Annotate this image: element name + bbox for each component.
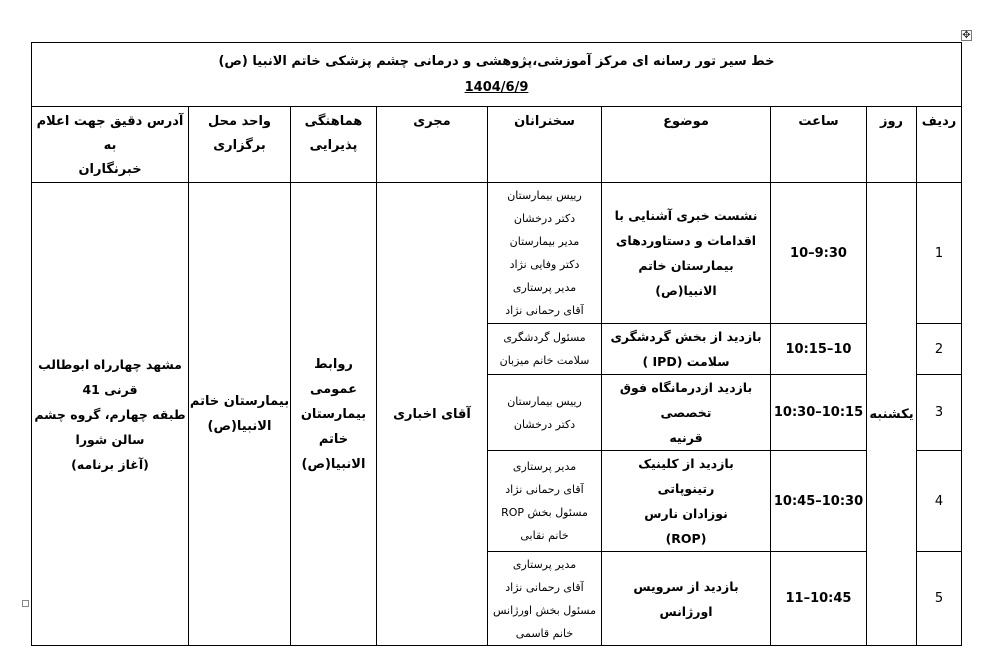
topic-line: بازدید از کلینیک رتینوپاتی <box>638 456 734 496</box>
speaker-line: مدیر پرستاری <box>512 557 577 571</box>
header-venue-line2: برگزاری <box>213 138 266 153</box>
executor-cell: آقای اخباری <box>377 183 488 646</box>
topic-cell <box>602 552 771 646</box>
speaker-line: خانم نقابی <box>520 529 569 542</box>
coordination-line: الانبیا(ص) <box>301 456 366 472</box>
topic-line: بازدید از بخش گردشگری <box>610 329 762 344</box>
speakers-cell <box>488 324 602 375</box>
topic-line: نوزادان نارس <box>644 506 728 521</box>
time-cell: 10:30–10:45 <box>771 451 867 552</box>
time-cell: 9:30–10 <box>771 183 867 324</box>
speakers-cell <box>488 183 602 324</box>
topic-line: نشست خبری آشنایی با <box>614 208 758 223</box>
header-speakers: سخنرانان <box>488 107 602 183</box>
time-cell: 10:45–11 <box>771 552 867 646</box>
topic-line: اقدامات و دستاوردهای <box>615 233 757 248</box>
venue-cell <box>189 183 291 646</box>
header-venue <box>189 107 291 183</box>
speakers-cell <box>488 451 602 552</box>
speaker-line: مسئول گردشگری <box>503 331 586 344</box>
topic-cell <box>602 375 771 451</box>
header-row-num: ردیف <box>917 107 962 183</box>
table-resize-handle-icon[interactable] <box>22 600 29 607</box>
row-number: 2 <box>917 324 962 375</box>
speakers-cell <box>488 552 602 646</box>
speaker-line: رییس بیمارستان <box>507 189 582 202</box>
speaker-line: مدیر بیمارستان <box>509 235 580 248</box>
speaker-line: خانم قاسمی <box>515 626 574 640</box>
topic-cell <box>602 324 771 375</box>
address-line: طبقه چهارم، گروه چشم <box>34 406 186 422</box>
address-line: مشهد چهارراه ابوطالب <box>38 356 182 372</box>
schedule-table <box>31 42 962 646</box>
row-number: 4 <box>917 451 962 552</box>
coordination-line: بیمارستان <box>300 406 367 422</box>
header-address <box>32 107 189 183</box>
speaker-line: دکتر وفایی نژاد <box>509 258 580 271</box>
topic-line: بازدید از سرویس اورژانس <box>633 578 739 619</box>
speaker-line: دکتر درخشان <box>513 417 576 431</box>
speaker-line: آقای رحمانی نژاد <box>505 304 584 317</box>
speaker-line: آقای رحمانی نژاد <box>505 580 584 594</box>
row-number: 5 <box>917 552 962 646</box>
speaker-line: دکتر درخشان <box>513 212 576 225</box>
title-date: 1404/6/9 <box>464 79 529 95</box>
speaker-line: آقای رحمانی نژاد <box>505 483 584 496</box>
header-time: ساعت <box>771 107 867 183</box>
speaker-line: رییس بیمارستان <box>507 394 582 408</box>
coordination-line: خاتم <box>318 431 349 447</box>
topic-line: سلامت (IPD ) <box>642 354 730 369</box>
document-title <box>32 43 962 107</box>
header-coordination-line2: پذیرایی <box>309 138 358 153</box>
topic-line: (ROP) <box>665 531 707 546</box>
topic-cell <box>602 183 771 324</box>
header-row <box>32 107 962 183</box>
venue-line: الانبیا(ص) <box>207 419 272 434</box>
time-cell: 10–10:15 <box>771 324 867 375</box>
row-number: 3 <box>917 375 962 451</box>
speaker-line: سلامت خانم میزبان <box>499 354 590 367</box>
day-cell: یکشنبه <box>867 183 917 646</box>
header-day: روز <box>867 107 917 183</box>
address-line: قرنی 41 <box>82 381 138 397</box>
topic-line: بیمارستان خاتم الانبیا(ص) <box>638 258 734 298</box>
speakers-cell <box>488 375 602 451</box>
header-address-line1: آدرس دقیق جهت اعلام به <box>36 114 184 153</box>
header-coordination <box>291 107 377 183</box>
coordination-cell <box>291 183 377 646</box>
header-executor: مجری <box>377 107 488 183</box>
topic-line: بازدید ازدرمانگاه فوق تخصصی <box>619 380 753 420</box>
time-cell: 10:15–10:30 <box>771 375 867 451</box>
speaker-line: مسئول بخش اورژانس <box>492 603 596 617</box>
row-number: 1 <box>917 183 962 324</box>
table-move-handle-icon[interactable]: ✥ <box>962 30 971 41</box>
speaker-line: مسئول بخش ROP <box>501 506 588 519</box>
header-venue-line1: واحد محل <box>208 114 271 129</box>
address-line: سالن شورا <box>75 431 145 447</box>
address-cell <box>32 183 189 646</box>
topic-line: قرنیه <box>669 430 703 445</box>
title-text: خط سیر تور رسانه ای مرکز آموزشی،پژوهشی و درمانی چشم پزشکی خاتم الانبیا (ص) <box>218 53 775 69</box>
header-topic: موضوع <box>602 107 771 183</box>
header-address-line2: خبرنگاران <box>78 162 142 177</box>
speaker-line: مدیر پرستاری <box>512 281 577 294</box>
address-line: (آغاز برنامه) <box>71 456 149 472</box>
table-row <box>32 183 962 324</box>
venue-line: بیمارستان خاتم <box>189 394 290 409</box>
header-coordination-line1: هماهنگی <box>304 114 363 129</box>
topic-cell <box>602 451 771 552</box>
speaker-line: مدیر پرستاری <box>512 460 577 473</box>
coordination-line: روابط عمومی <box>310 356 357 397</box>
